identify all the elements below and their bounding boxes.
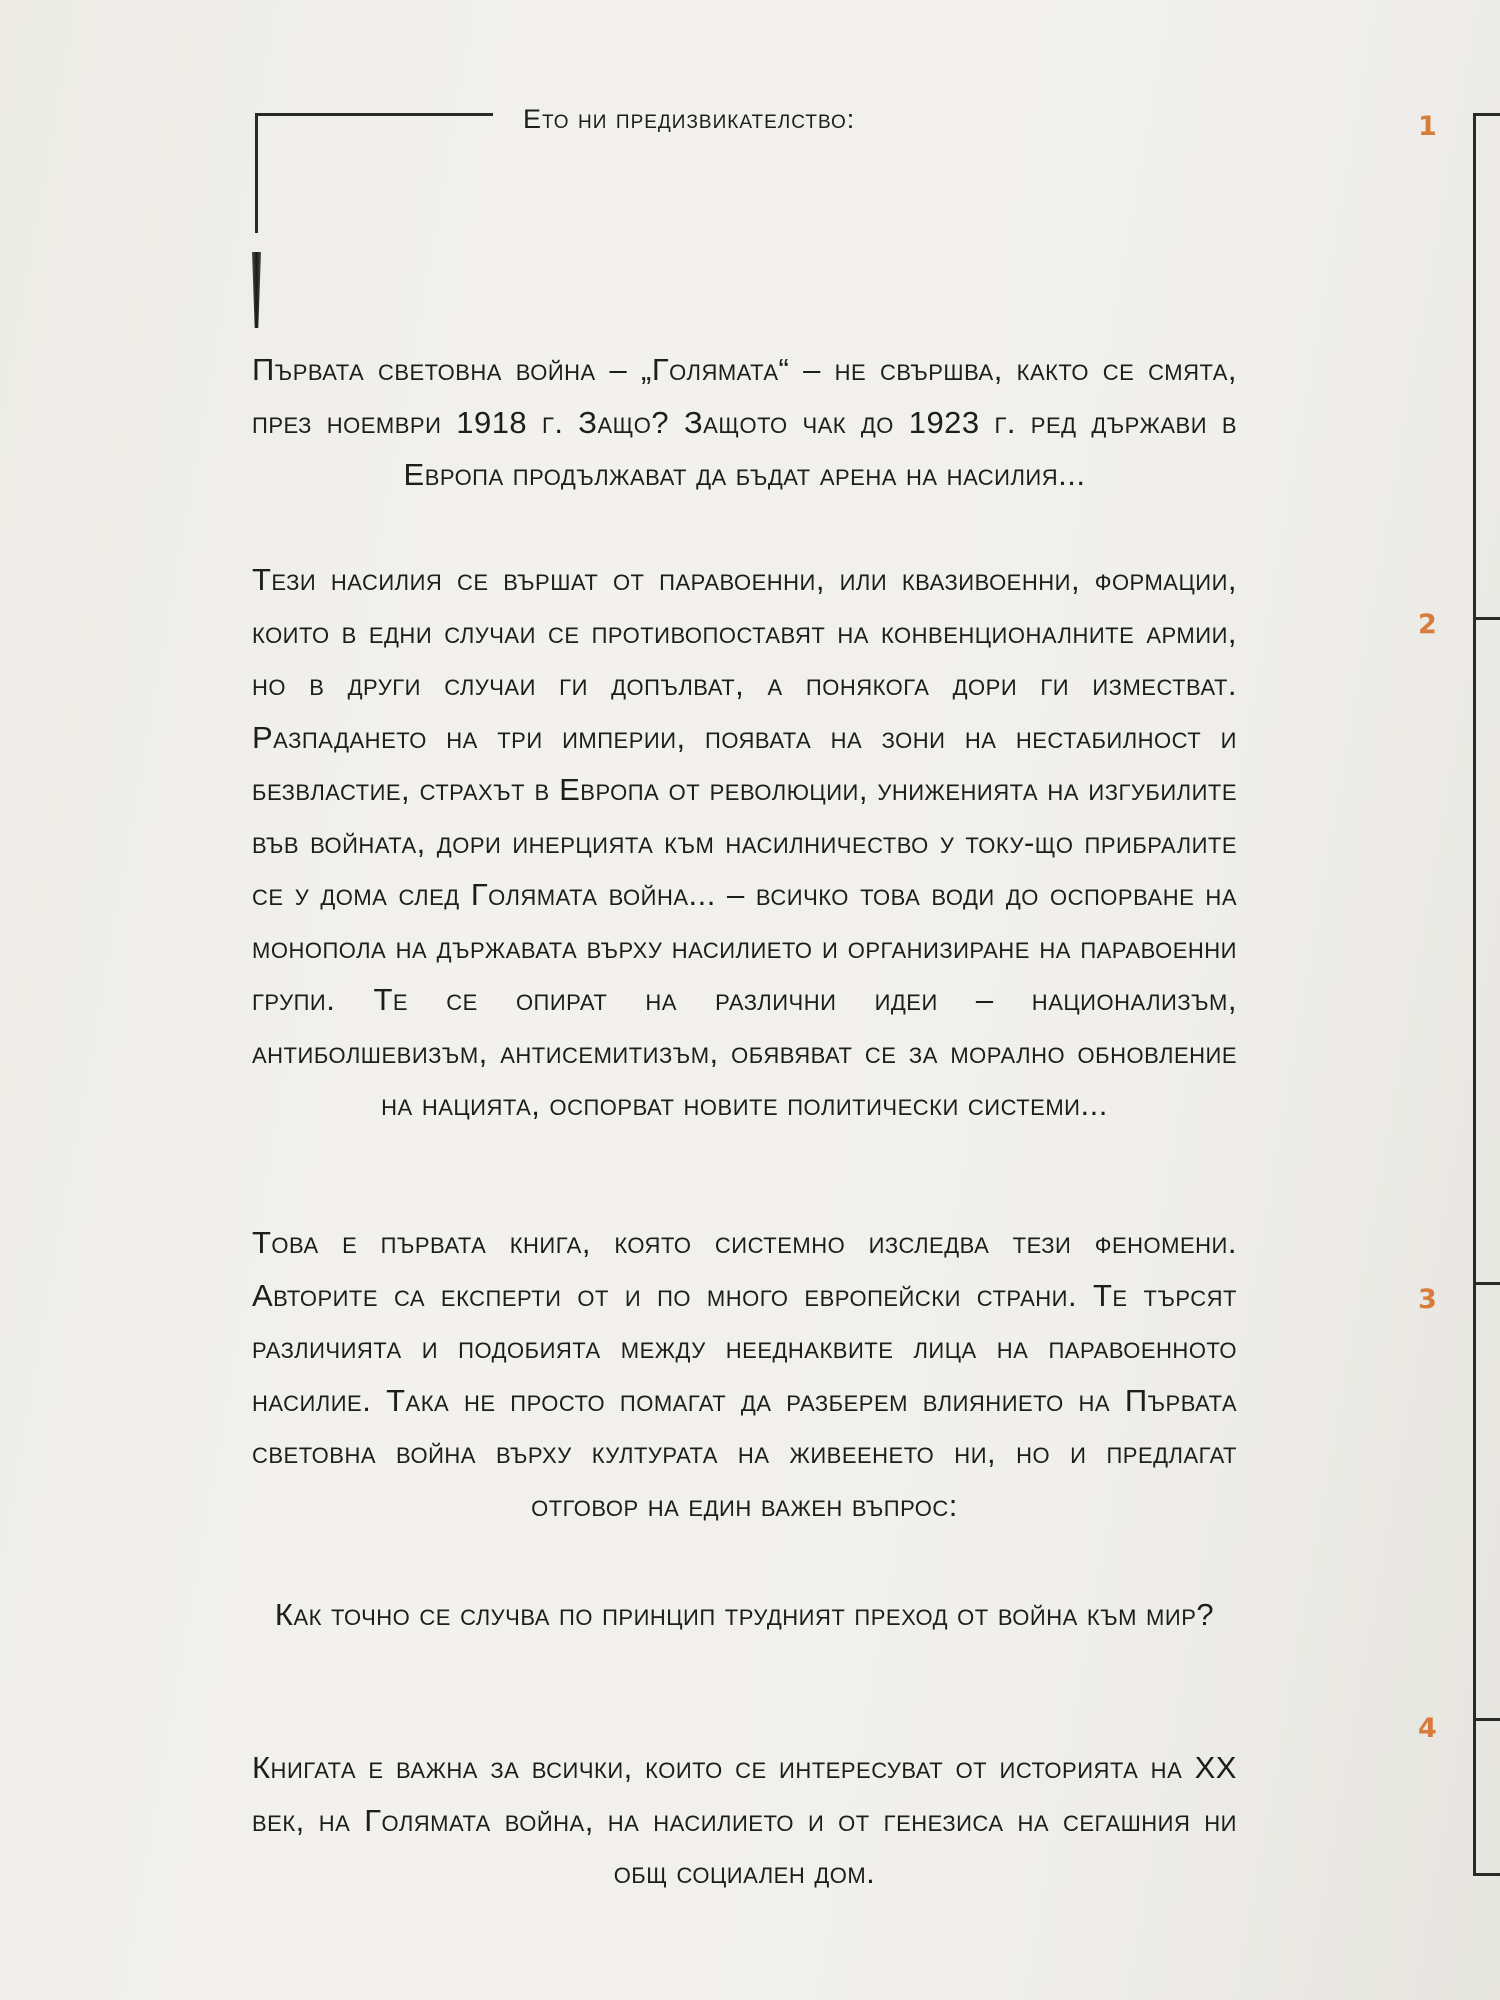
paragraph-book-description: Това е първата книга, която системно изследва тези феномени. Авторите са експерти от и по много европейски страни. Те търсят различията и подобията между нееднаквите лица на паравоенното насилие. Така не просто помагат да разберем влиянието на Първата световна война върху културата на живеенето ни, но и предлагат отговор на един важен въпрос: — [252, 1225, 1237, 1523]
ruler-number-2: 2 — [1418, 609, 1437, 640]
heading-bracket-vertical — [255, 113, 258, 233]
ruler-number-3: 3 — [1418, 1284, 1437, 1315]
paragraph-audience: Книгата е важна за всички, които се интересуват от историята на XX век, на Голямата война, на насилието и от генезиса на сегашния ни общ социален дом. — [252, 1750, 1237, 1890]
paragraph-intro: Първата световна война – „Голямата“ – не свършва, както се смята, през ноември 1918 г. Защо? Защото чак до 1923 г. ред държави в Европа продължават да бъдат арена на насилия... — [252, 352, 1237, 492]
paragraph-question: Как точно се случва по принцип трудният преход от война към мир? — [274, 1597, 1215, 1632]
heading-bracket-spike — [252, 252, 261, 328]
ruler-tick — [1473, 1718, 1500, 1721]
ruler-tick — [1473, 113, 1500, 116]
ruler-number-1: 1 — [1418, 111, 1437, 142]
challenge-heading: Ето ни предизвикателство: — [523, 104, 856, 134]
ruler-tick — [1473, 1282, 1500, 1285]
ruler-line — [1473, 113, 1476, 1875]
ruler-number-4: 4 — [1418, 1713, 1437, 1744]
paragraph-paramilitary: Тези насилия се вършат от паравоенни, или квазивоенни, формации, които в едни случаи се противопоставят на конвенционалните армии, но в други случаи ги допълват, а понякога дори ги изместват. Разпадането на три империи, появата на зони на нестабилност и безвластие, страхът в Европа от революции, униженията на изгубилите във войната, дори инерцията към насилничество у току-що прибралите се у дома след Голямата война... – всичко това води до оспорване на монопола на държавата върху насилието и организиране на паравоенни групи. Те се опират на различни идеи – национализъм, антиболшевизъм, антисемитизъм, обявяват се за морално обновление на нацията, оспорват новите политически системи... — [252, 562, 1237, 1122]
ruler-tick — [1473, 617, 1500, 620]
ruler-tick — [1473, 1873, 1500, 1876]
heading-bracket-horizontal — [255, 113, 493, 116]
